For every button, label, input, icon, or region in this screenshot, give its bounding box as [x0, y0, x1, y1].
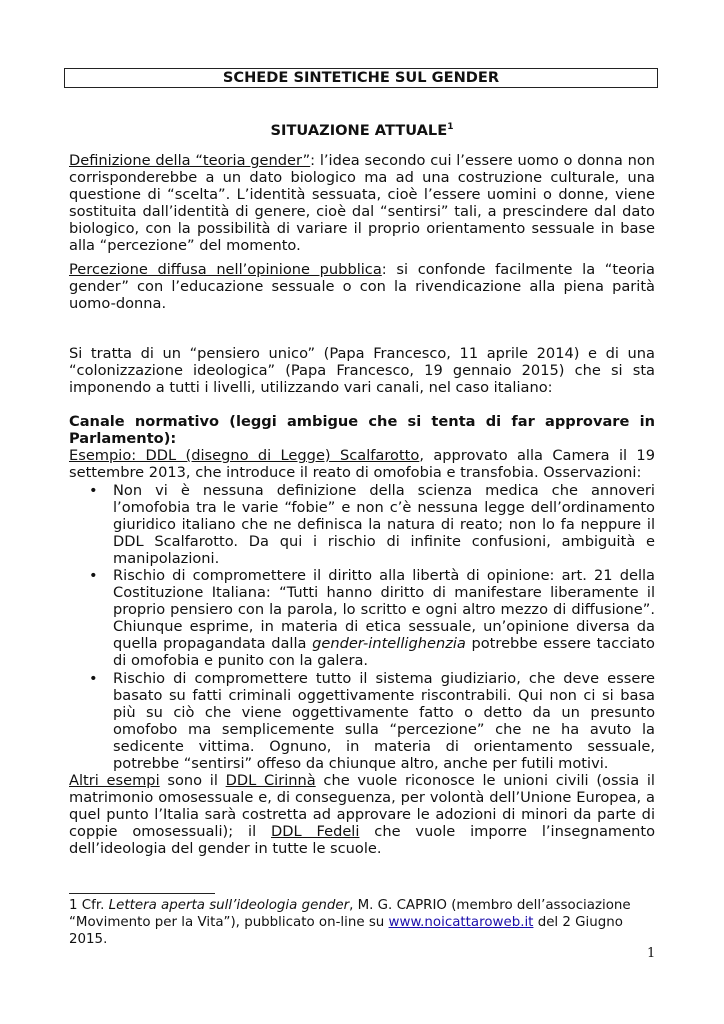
other-examples-paragraph — [69, 772, 655, 857]
footnote-link[interactable]: www.noicattaroweb.it — [388, 915, 534, 930]
list-item-emphasis: gender-intellighenzia — [312, 635, 466, 653]
footnote-reference[interactable]: 1 — [447, 122, 454, 133]
example-text: , approvato alla Camera il 19 settembre 2013, che introduce il reato di omofobia e transfobia. Osservazioni: — [69, 447, 655, 482]
intro-paragraph: Si tratta di un “pensiero unico” (Papa Francesco, 11 aprile 2014) e di una “colonizzazione ideologica” (Papa Francesco, 19 gennaio 2015) che si sta imponendo a tutti i livelli, utilizzando vari canali, nel caso italiano: — [69, 344, 655, 397]
list-item-text: Rischio di compromettere il diritto alla libertà di opinione: art. 21 della Costituzione Italiana: “Tutti hanno diritto di manifestare liberamente il proprio pensiero con la parola, lo scritto e ogni altro mezzo di diffusione”. Chiunque esprime, in materia di etica sessuale, un’opinione diversa da quella propagandata dalla — [113, 566, 655, 653]
document-title: SCHEDE SINTETICHE SUL GENDER — [64, 68, 658, 88]
list-item — [69, 567, 655, 670]
definition-paragraph — [69, 152, 655, 255]
footnote-separator — [69, 893, 215, 894]
bullet-icon: • — [89, 669, 98, 687]
footnote-title: Lettera aperta sull’ideologia gender — [108, 898, 350, 913]
other-examples-text-2: che vuole riconosce le unioni civili (ossia il matrimonio omosessuale e, di conseguenza, per volontà dell’Unione Europea, a quel punto l’Italia sarà costretta ad approvare le adozioni di minori da parte di coppie omosessuali); il — [69, 772, 655, 841]
footnote-prefix: Cfr. — [77, 898, 109, 913]
other-examples-term: Altri esempi — [69, 772, 160, 790]
ddl-fedeli: DDL Fedeli — [271, 823, 360, 841]
perception-paragraph — [69, 261, 655, 312]
bullet-icon: • — [89, 566, 98, 584]
footnote-suffix: del 2 Giugno 2015. — [69, 915, 623, 947]
page-number: 1 — [647, 946, 656, 961]
footnote-number: 1 — [69, 898, 78, 913]
example-term: Esempio: DDL (disegno di Legge) Scalfarotto — [69, 447, 420, 465]
normative-heading: Canale normativo (leggi ambigue che si tenta di far approvare in Parlamento): — [69, 413, 655, 448]
perception-text: : si confonde facilmente la “teoria gender” con l’educazione sessuale o con la rivendicazione alla piena parità uomo-donna. — [69, 260, 655, 312]
footnote — [69, 897, 655, 948]
list-item-text: Rischio di compromettere tutto il sistema giudiziario, che deve essere basato su fatti criminali oggettivamente riscontrabili. Qui non ci si basa più su ciò che viene oggettivamente fatto o detto da un presunto omofobo ma semplicemente sulla “percezione” che ne ha avuto la sedicente vittima. Ognuno, in materia di orientamento sessuale, potrebbe “sentirsi” offeso da chiunque altro, anche per futili motivi. — [113, 669, 655, 772]
list-item — [69, 482, 655, 567]
section-title — [69, 120, 655, 142]
observations-list — [69, 482, 655, 773]
list-item-text: Non vi è nessuna definizione della scienza medica che annoveri l’omofobia tra le varie “fobie” e non c’è nessuna legge dell’ordinamento giuridico italiano che ne definisca la natura di reato; non lo fa neppure il DDL Scalfarotto. Da qui i rischio di infinite confusioni, ambiguità e manipolazioni. — [113, 481, 655, 567]
perception-term: Percezione diffusa nell’opinione pubblica — [69, 260, 382, 278]
example-paragraph — [69, 447, 655, 481]
section-title-text: SITUAZIONE ATTUALE — [270, 122, 448, 139]
ddl-cirinna: DDL Cirinnà — [225, 772, 316, 790]
bullet-icon: • — [89, 481, 98, 499]
other-examples-text: sono il — [159, 772, 226, 790]
other-examples-text-3: che vuole imporre l’insegnamento dell’ideologia del gender in tutte le scuole. — [69, 823, 655, 858]
document-body — [69, 120, 655, 858]
list-item-text-end: potrebbe essere tacciato di omofobia e punito con la galera. — [113, 635, 655, 670]
definition-text: : l’idea secondo cui l’essere uomo o donna non corrisponderebbe a un dato biologico ma ad una costruzione culturale, una questione di “scelta”. L’identità sessuata, cioè l’essere uomini o donne, viene sostituita dall’identità di genere, cioè dal “sentirsi” tali, a prescindere dal dato biologico, con la possibilità di variare il proprio orientamento sessuale in base alla “percezione” del momento. — [69, 152, 656, 255]
list-item — [69, 670, 655, 773]
definition-term: Definizione della “teoria gender” — [69, 152, 311, 169]
footnote-text: , M. G. CAPRIO (membro dell’associazione “Movimento per la Vita”), pubblicato on-line su — [69, 898, 631, 930]
